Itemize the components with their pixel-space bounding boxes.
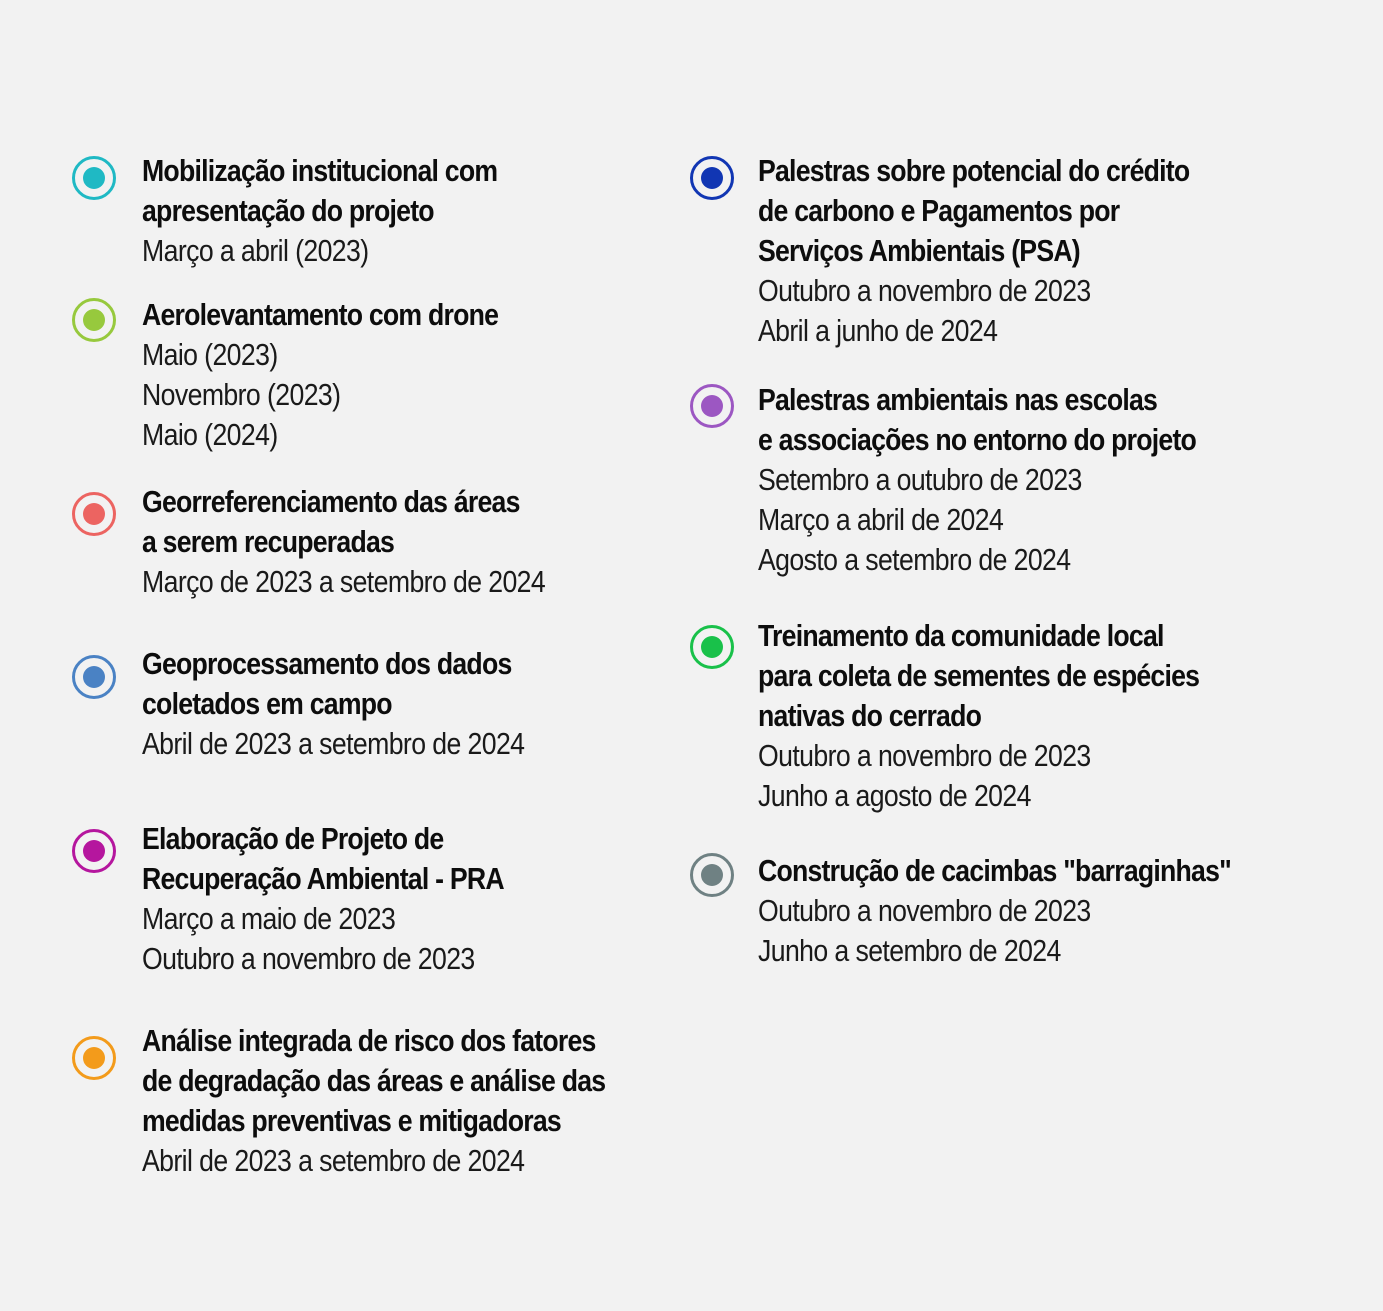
marker-dot (83, 503, 105, 525)
activity-date-line: Junho a agosto de 2024 (758, 778, 1031, 813)
marker-dot (83, 666, 105, 688)
activity-text (142, 1021, 681, 1181)
activity-title (142, 295, 498, 335)
activity-title-line: coletados em campo (142, 686, 392, 721)
activity-dates (758, 271, 1189, 351)
activity-dates (142, 231, 497, 271)
activity-text (142, 819, 563, 979)
green-dot-icon (690, 625, 734, 669)
activity-dates (758, 460, 1196, 580)
activity-date-line: Outubro a novembro de 2023 (758, 273, 1091, 308)
activity-text (142, 295, 556, 455)
activity-title (758, 380, 1196, 460)
activity-date-line: Março a maio de 2023 (142, 901, 396, 936)
activity-title (758, 616, 1199, 736)
marker-dot (83, 1047, 105, 1069)
activity-date-line: Outubro a novembro de 2023 (142, 941, 475, 976)
activity-title-line: Elaboração de Projeto de (142, 821, 444, 856)
marker-dot (701, 167, 723, 189)
activity-date-line: Novembro (2023) (142, 377, 341, 412)
activity-title (142, 644, 524, 724)
activity-title-line: de degradação das áreas e análise das (142, 1063, 606, 1098)
activity-title (142, 482, 545, 562)
lime-dot-icon (72, 298, 116, 342)
marker-dot (701, 636, 723, 658)
activity-title-line: Georreferenciamento das áreas (142, 484, 520, 519)
activity-title-line: Aerolevantamento com drone (142, 297, 499, 332)
activity-text (142, 644, 587, 764)
activity-date-line: Março a abril (2023) (142, 233, 369, 268)
activity-date-line: Maio (2024) (142, 417, 278, 452)
activity-dates (758, 891, 1231, 971)
activity-title-line: Construção de cacimbas "barraginhas" (758, 853, 1232, 888)
activity-text (142, 151, 555, 271)
activity-title-line: e associações no entorno do projeto (758, 422, 1197, 457)
activity-text (758, 380, 1267, 580)
activity-dates (142, 562, 545, 602)
activity-date-line: Agosto a setembro de 2024 (758, 542, 1071, 577)
activity-title (142, 819, 504, 899)
activity-title-line: nativas do cerrado (758, 698, 982, 733)
activity-dates (142, 724, 524, 764)
marker-dot (701, 395, 723, 417)
gray-dot-icon (690, 853, 734, 897)
activity-date-line: Outubro a novembro de 2023 (758, 738, 1091, 773)
orange-dot-icon (72, 1036, 116, 1080)
activity-dates (142, 1141, 605, 1181)
navy-dot-icon (690, 156, 734, 200)
activity-title-line: de carbono e Pagamentos por (758, 193, 1120, 228)
cyan-dot-icon (72, 156, 116, 200)
activity-dates (142, 899, 504, 979)
activity-title-line: Treinamento da comunidade local (758, 618, 1164, 653)
marker-dot (83, 840, 105, 862)
marker-dot (701, 864, 723, 886)
activity-title-line: a serem recuperadas (142, 524, 395, 559)
activity-title-line: Serviços Ambientais (PSA) (758, 233, 1080, 268)
activity-date-line: Maio (2023) (142, 337, 278, 372)
coral-dot-icon (72, 492, 116, 536)
activity-title-line: Análise integrada de risco dos fatores (142, 1023, 596, 1058)
activity-text (758, 851, 1308, 971)
activity-title-line: Palestras sobre potencial do crédito (758, 153, 1190, 188)
activity-title-line: medidas preventivas e mitigadoras (142, 1103, 561, 1138)
activity-title-line: Mobilização institucional com (142, 153, 498, 188)
activity-dates (758, 736, 1199, 816)
purple-dot-icon (690, 384, 734, 428)
activity-text (758, 616, 1271, 816)
activity-title (142, 151, 497, 231)
activity-title (758, 151, 1189, 271)
activity-date-line: Setembro a outubro de 2023 (758, 462, 1082, 497)
activity-text (758, 151, 1260, 351)
activity-title-line: Recuperação Ambiental - PRA (142, 861, 504, 896)
magenta-dot-icon (72, 829, 116, 873)
activity-date-line: Outubro a novembro de 2023 (758, 893, 1091, 928)
activity-text (142, 482, 611, 602)
blue-dot-icon (72, 655, 116, 699)
marker-dot (83, 309, 105, 331)
activity-date-line: Março a abril de 2024 (758, 502, 1004, 537)
activity-title-line: apresentação do projeto (142, 193, 434, 228)
activity-date-line: Abril de 2023 a setembro de 2024 (142, 726, 525, 761)
activity-title-line: para coleta de sementes de espécies (758, 658, 1200, 693)
activity-title (758, 851, 1231, 891)
activity-date-line: Abril a junho de 2024 (758, 313, 998, 348)
activity-title (142, 1021, 605, 1141)
marker-dot (83, 167, 105, 189)
activity-date-line: Março de 2023 a setembro de 2024 (142, 564, 546, 599)
activity-title-line: Geoprocessamento dos dados (142, 646, 512, 681)
activity-date-line: Junho a setembro de 2024 (758, 933, 1061, 968)
activity-title-line: Palestras ambientais nas escolas (758, 382, 1158, 417)
activity-dates (142, 335, 498, 455)
activity-date-line: Abril de 2023 a setembro de 2024 (142, 1143, 525, 1178)
